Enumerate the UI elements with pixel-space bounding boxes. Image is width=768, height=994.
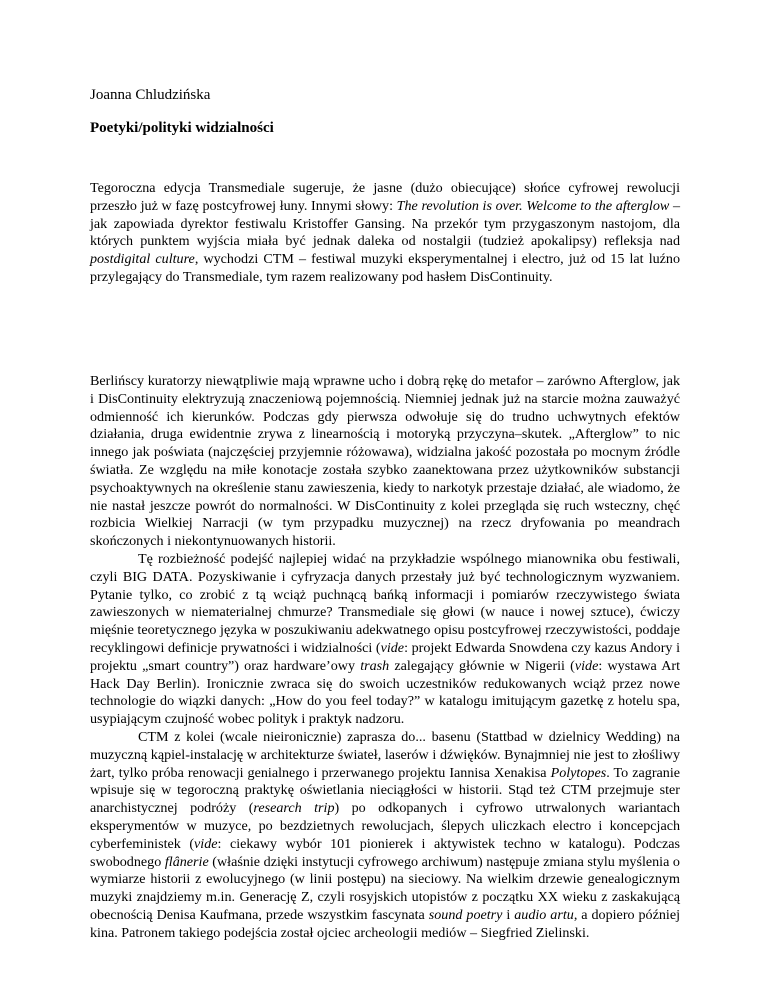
italic-text-run: postdigital culture	[90, 251, 195, 268]
paragraph	[90, 180, 680, 287]
italic-text-run: vide	[574, 657, 599, 674]
text-run: Tę rozbieżność podejść najlepiej widać na przykładzie wspólnego mianownika obu festiwali, czyli BIG DATA. Pozyskiwanie i cyfryzacja danych przestały już być technologicznym wyzwaniem. Pytanie tylko, co zrobić z tą wciąż puchnącą bańką informacji i pomiarów rzeczywistego świata zawieszonych w niematerialnej chmurze? Transmediale się głowi (w nauce i nowej sztuce), ćwiczy mięśnie teoretycznego języka w poszukiwaniu adekwatnego opisu postcyfrowej rzeczywistości, poddaje recyklingowi definicje prywatności i widzialności (	[90, 550, 680, 656]
italic-text-run: trash	[360, 657, 390, 674]
italic-text-run: The revolution is over. Welcome to the afterglow	[396, 197, 670, 214]
italic-text-run: vide	[194, 835, 218, 852]
text-run: CTM z kolei (wcale nieironicznie) zaprasza do... basenu (Stattbad w dzielnicy Wedding) na muzyczną kąpiel-instalację w architekturze świateł, laserów i dźwięków. Bynajmniej nie jest to złośliwy żart, tylko próba renowacji genialnego i przerwanego projektu Iannisa Xenakisa	[90, 728, 680, 781]
text-run: – jak zapowiada dyrektor festiwalu Kristoffer Gansing. Na przekór tym przygaszonym nastojom, dla których punktem wyjścia miała być jednak daleka od nostalgii (tudzież apokalipsy) refleksja nad	[90, 197, 680, 250]
text-run: (właśnie dzięki instytucji cyfrowego archiwum) następuje zmiana stylu myślenia o wymiarze historii z ewolucyjnego (w linii postępu) na sieciowy. Na wielkim drzewie genealogicznym muzyki znajdziemy m.in. Generację Z, czyli rosyjskich utopistów z początku XX wieku z zaskakującą obecnością Denisa Kaufmana, przede wszystkim fascynata	[90, 853, 680, 923]
italic-text-run: flânerie	[164, 853, 209, 870]
main-paragraph-block	[90, 373, 680, 943]
italic-text-run: audio artu	[514, 906, 574, 923]
text-run: . To zagranie wpisuje się w tegoroczną praktykę oświetlania nieciągłości w historii. Stąd też CTM przejmuje ster anarchistycznej podróży (	[90, 764, 680, 817]
text-run: : ciekawy wybór 101 pionierek i aktywistek techno w katalogu). Podczas swobodnego	[90, 835, 680, 870]
paragraph	[90, 729, 680, 943]
text-run: ) po odkopanych i cyfrowo utrwalonych wariantach eksperymentów w muzyce, po bezdzietnych rewolucjach, ślepych uliczkach electro i koncepcjach cyberfeministek (	[90, 800, 680, 852]
italic-text-run: vide	[380, 639, 405, 656]
text-run: , a dopiero później kina. Patronem takiego podejścia został ojciec archeologii mediów – Siegfried Zielinski.	[90, 906, 680, 941]
text-run: : wystawa Art Hack Day Berlin). Ironicznie zwraca się do swoich uczestników redukowanych wciąż przez nowe technologie do wiązki danych: „How do you feel today?” w katalogu imitującym gazetkę z hotelu spa, usypiającym czujność wobec polityk i praktyk nadzoru.	[90, 657, 680, 728]
italic-text-run: Polytopes	[550, 764, 607, 781]
text-run: Berlińscy kuratorzy niewątpliwie mają wprawne ucho i dobrą rękę do metafor – zarówno Afterglow, jak i DisContinuity elektryzują znaczeniową pojemnością. Niemniej jednak już na starcie można zauważyć odmienność ich kierunków. Podczas gdy pierwsza odwołuje się do trudno uchwytnych efektów działania, druga ewidentnie zrywa z linearnością i motoryką przyczyna–skutek. „Afterglow” to nic innego jak poświata (najczęściej przyjemnie różowawa), widzialna jakość pozostała po mocnym źródle światła. Ze względu na miłe konotacje została szybko zaanektowana przez użytkowników substancji psychoaktywnych na określenie stanu zawieszenia, kiedy to narkotyk przestaje działać, ale wiadomo, że nie nastał jeszcze powrót do normalności. W DisContinuity z kolei przegląda się ruch wsteczny, chęć rozbicia Wielkiej Narracji (w tym przypadku muzycznej) na rzecz dryfowania po meandrach skończonych i niekontynuowanych historii.	[90, 373, 680, 550]
paragraph	[90, 373, 680, 551]
intro-paragraph-block	[90, 180, 680, 287]
italic-text-run: research trip	[253, 800, 335, 817]
text-run: : projekt Edwarda Snowdena czy kazus Andory i projektu „smart country”) oraz hardware’owy	[90, 639, 680, 674]
text-run: , wychodzi CTM – festiwal muzyki eksperymentalnej i electro, już od 15 lat luźno przylegający do Transmediale, tym razem realizowany pod hasłem DisContinuity.	[90, 251, 681, 285]
text-run: i	[502, 906, 515, 923]
italic-text-run: sound poetry	[428, 906, 503, 923]
text-run: zalegający głównie w Nigerii (	[389, 657, 575, 674]
article-title: Poetyki/polityki widzialności	[90, 120, 274, 136]
text-run: Tegoroczna edycja Transmediale sugeruje, że jasne (dużo obiecujące) słońce cyfrowej rewolucji przeszło już w fazę postcyfrowej łuny. Innymi słowy:	[90, 180, 680, 214]
author-name: Joanna Chludzińska	[90, 87, 211, 103]
paragraph	[90, 551, 680, 729]
